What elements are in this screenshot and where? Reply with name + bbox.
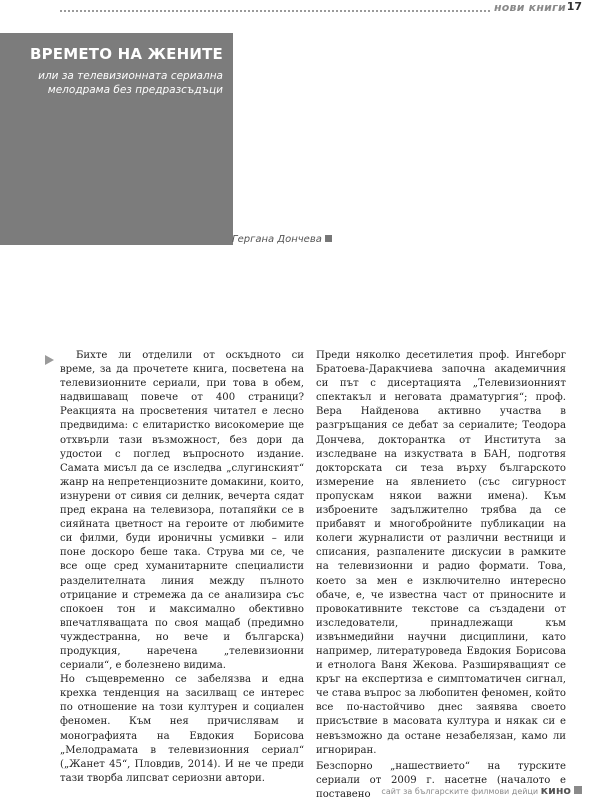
author-square-icon	[325, 235, 332, 242]
paragraph: Но същевременно се забелязва и една крехка тенденция на засилващ се интерес по отношение на този културен и социален феномен. Към нея причислявам и монографията на Евдокия Борисова „Мелодрамата в телевизионния сериал“ („Жанет 45“, Пловдив, 2014). И не че преди тази творба липсват сериозни автори.	[60, 674, 304, 784]
paragraph: Бихте ли отделили от оскъдното си време, за да прочетете книга, посветена на телевизионните сериали, при това в обем, надвишаващ повече от 400 страници? Реакцията на просветения читател е лесно предвидима: с елитаристко високомерие ще отхвърли тази възможност, без дори да удостои с поглед въпросното издание. Самата мисъл да се изследва „слугинският“ жанр на непретенциозните домакини, които, изнурени от сивия си делник, вечерта сядат пред екрана на телевизора, потапяйки се в сияйната цветност на героите от любимите си филми, буди ироничны усмивки – или поне доскоро беше така. Струва ми се, че все още сред хуманитарните специалисти разделителната линия между пълното отрицание и стремежа да се анализира със спокоен тон и максимално обективно впечатляващата по своя мащаб (предимно чуждестранна, но вече и българска) продукция, наречена „телевизионни сериали“, е болезнено видима.	[60, 350, 304, 672]
footer-square-icon	[574, 786, 582, 794]
title-block	[0, 33, 233, 245]
section-label: нови книги	[494, 1, 566, 14]
article-title: ВРЕМЕТО НА ЖЕНИТЕ	[29, 45, 223, 63]
left-column	[60, 349, 304, 786]
footer-brand: кино	[540, 784, 571, 797]
triangle-bullet-icon	[45, 355, 54, 365]
paragraph: Преди няколко десетилетия проф. Ингеборг Братоева-Даракчиева започна академичния си път с дисертацията „Телевизионният спектакъл и неговата драматургия“; проф. Вера Найденова активно участва в разгръщания се дебат за сериалите; Теодора Дончева, докторантка от Института за изследване на изкуствата в БАН, подготвя докторската си теза върху българското измерение на явлението (със сигурност пропускам някои важни имена). Към изброените задължително трябва да се прибавят и многобройните публикации на колеги журналисти от различни вестници и списания, разпалените дискусии в рамките на телевизионни и радио формати. Това, което за мен е изключително интересно обаче, е, че известна част от приносните и провокативните текстове са създадени от изследователи, принадлежащи към извънмедийни научни дисциплини, като например, литературоведа Евдокия Борисова и етнолога Ваня Жекова. Разширяващият се кръг на експертиза е симптоматичен сигнал, че става въпрос за любопитен феномен, който все по-настойчиво днес заявява своето присъствие в масовата култура и някак си е невъзможно да остане незабелязан, камо ли игнориран.	[316, 350, 566, 756]
footer-tagline: сайт за българските филмови дейци	[381, 787, 539, 796]
header-dotted-rule	[60, 10, 490, 12]
footer	[381, 784, 582, 797]
page-number: 17	[566, 0, 582, 13]
paragraph: Безспорно „нашествието“ на турските сериали от 2009 г. насетне (началото е поставено	[316, 760, 566, 800]
author-byline	[232, 234, 332, 245]
right-column	[316, 349, 566, 802]
article-subtitle: или за телевизионната сериална мелодрама без предразсъдъци	[38, 70, 223, 96]
author-name: Гергана Дончева	[232, 234, 322, 245]
